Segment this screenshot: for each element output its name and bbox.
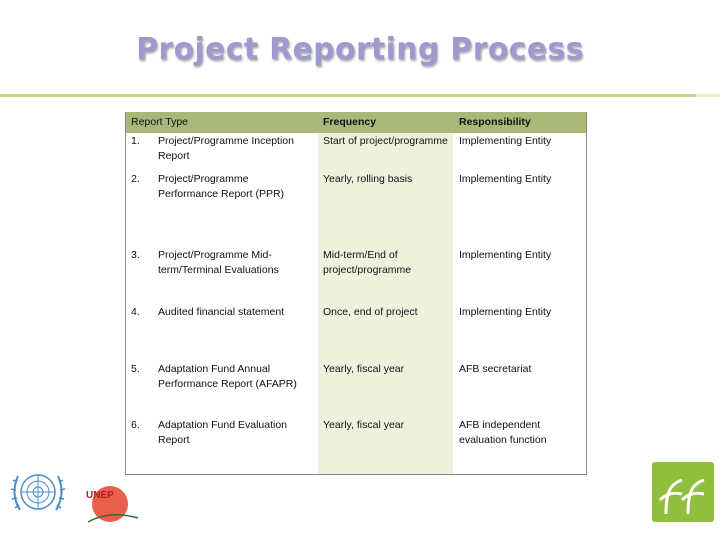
row-report-type: Adaptation Fund Evaluation Report [158,419,288,446]
row-frequency: Start of project/programme [323,135,448,147]
row-number: 5. [131,363,140,375]
row-report-type: Project/Programme Inception Report [158,135,294,162]
row-responsibility: Implementing Entity [459,249,552,261]
unep-logo-text: UNEP [86,490,114,501]
row-frequency: Yearly, fiscal year [323,419,405,431]
row-responsibility: Implementing Entity [459,306,552,318]
header-responsibility: Responsibility [459,116,531,128]
row-responsibility: AFB secretariat [459,363,532,375]
header-report-type: Report Type [131,116,189,128]
row-report-type: Project/Programme Performance Report (PPR) [158,173,285,200]
row-number: 6. [131,419,140,431]
row-report-type: Project/Programme Mid-term/Terminal Evaluations [158,249,279,276]
un-emblem-icon [6,466,70,522]
row-frequency: Yearly, fiscal year [323,363,405,375]
title-divider [0,94,700,97]
table-header [126,112,586,133]
unep-logo-icon [80,482,142,526]
row-responsibility: Implementing Entity [459,135,552,147]
row-number: 1. [131,135,140,147]
row-responsibility: AFB independent evaluation function [459,419,547,446]
adaptation-fund-logo-icon [652,462,714,522]
row-report-type: Adaptation Fund Annual Performance Report (AFAPR) [158,363,297,390]
report-table [125,112,587,475]
row-number: 4. [131,306,140,318]
title-divider-tail [696,94,720,97]
row-frequency: Mid-term/End of project/programme [323,249,412,276]
row-frequency: Yearly, rolling basis [323,173,413,185]
row-responsibility: Implementing Entity [459,173,552,185]
slide-title: Project Reporting Process [136,32,584,67]
row-number: 2. [131,173,140,185]
row-frequency: Once, end of project [323,306,418,318]
header-frequency: Frequency [323,116,377,128]
row-report-type: Audited financial statement [158,306,285,318]
row-number: 3. [131,249,140,261]
